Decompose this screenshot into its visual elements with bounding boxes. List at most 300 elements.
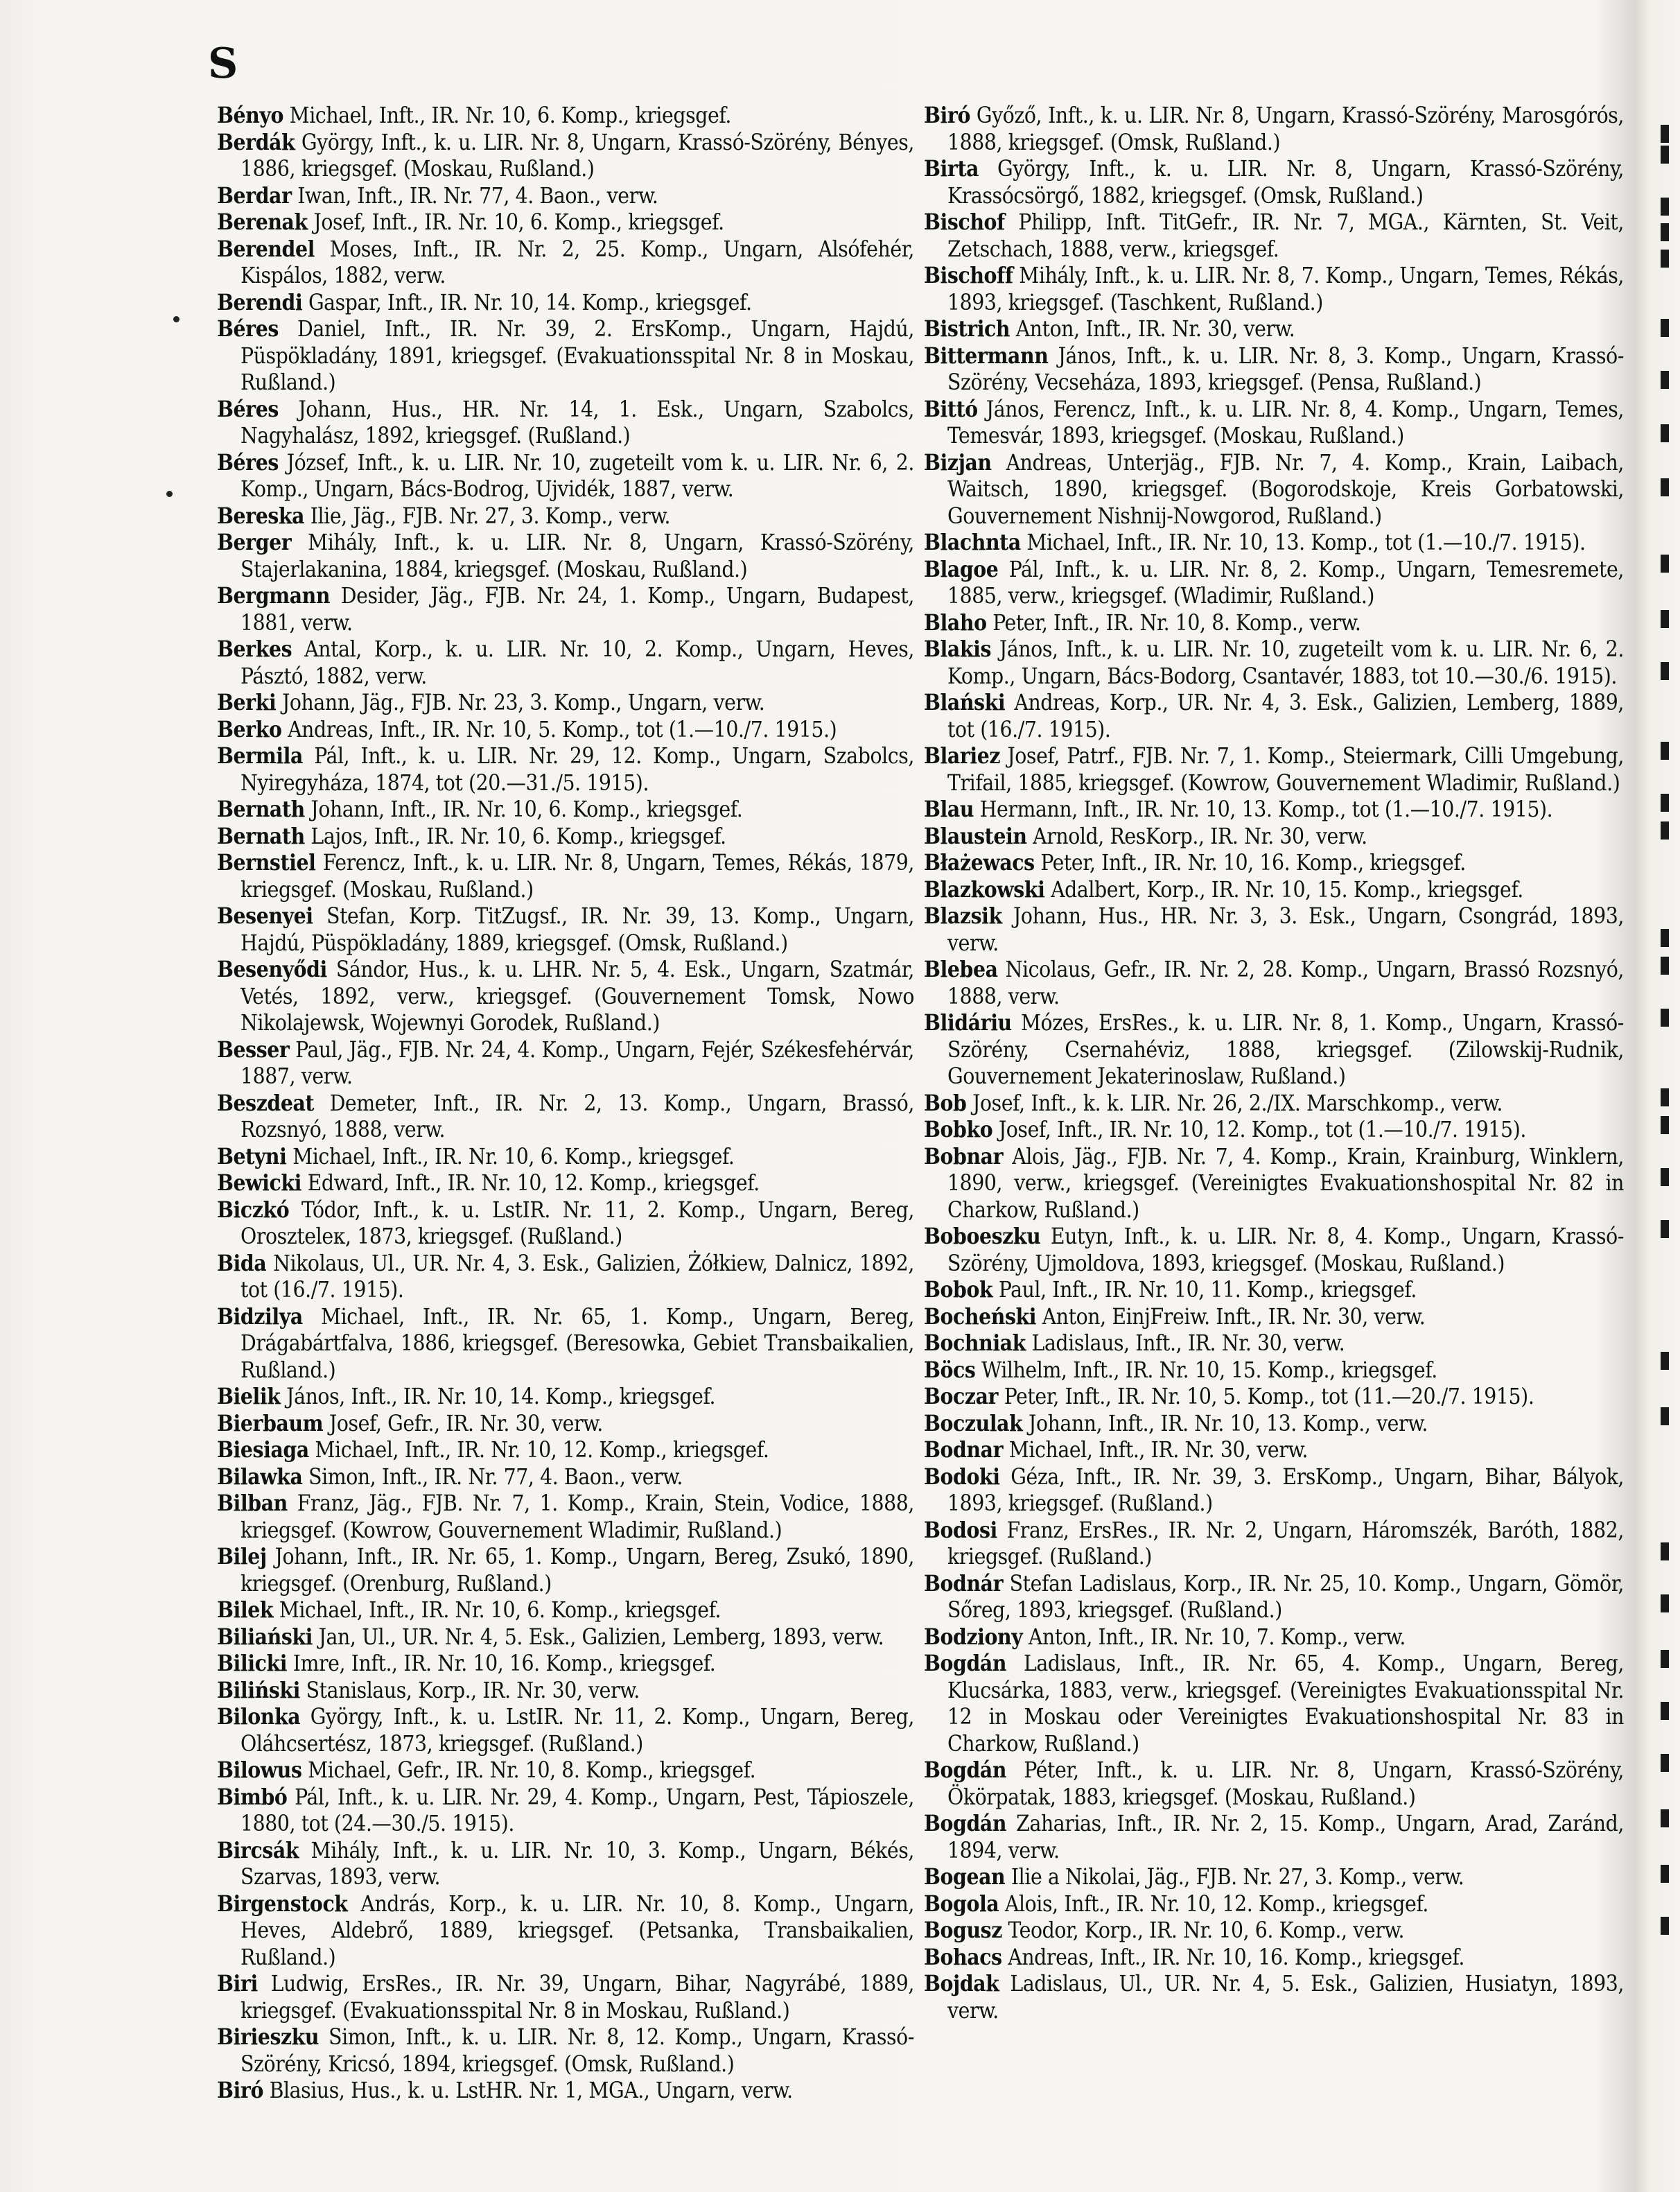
entry-surname: Bochniak (924, 1330, 1026, 1356)
entry-details: Michael, Inft., IR. Nr. 10, 6. Komp., kriegsgef. (289, 103, 731, 128)
entry-surname: Berdák (217, 129, 295, 155)
entry-surname: Bilicki (217, 1651, 288, 1676)
edge-mark (1661, 198, 1669, 216)
edge-mark (1661, 1352, 1669, 1370)
entry-details: Franz, Jäg., FJB. Nr. 7, 1. Komp., Krain, Stein, Vodice, 1888, kriegsgef. (Kowrow, Gouvernement Wladimir, Rußland.) (240, 1491, 914, 1543)
edge-mark (1661, 250, 1669, 268)
register-entry (217, 797, 914, 824)
entry-surname: Besser (217, 1036, 290, 1063)
entry-details: Adalbert, Korp., IR. Nr. 10, 15. Komp., kriegsgef. (1051, 877, 1523, 903)
left-column (217, 103, 914, 2105)
entry-details: Imre, Inft., IR. Nr. 10, 16. Komp., kriegsgef. (292, 1651, 716, 1676)
entry-details: Johann, Hus., HR. Nr. 14, 1. Esk., Ungarn, Szabolcs, Nagyhalász, 1892, kriegsgef. (Rußland.) (240, 397, 914, 449)
register-entry (217, 130, 914, 183)
entry-details: György, Inft., k. u. LIR. Nr. 8, Ungarn, Krassó-Szörény, Bényes, 1886, kriegsgef. (Moskau, Rußland.) (240, 130, 914, 182)
register-entry (217, 1144, 914, 1171)
entry-details: Josef, Gefr., IR. Nr. 30, verw. (329, 1411, 603, 1436)
entry-details: Johann, Hus., HR. Nr. 3, 3. Esk., Ungarn, Csongrád, 1893, verw. (947, 904, 1624, 956)
entry-details: Anton, Inft., IR. Nr. 10, 7. Komp., verw. (1028, 1624, 1406, 1650)
register-entry (924, 850, 1624, 877)
entry-details: Gaspar, Inft., IR. Nr. 10, 14. Komp., kriegsgef. (308, 290, 752, 315)
entry-details: Alois, Inft., IR. Nr. 10, 12. Komp., kriegsgef. (1004, 1891, 1428, 1917)
entry-surname: Birta (924, 156, 979, 182)
edge-mark (1661, 1809, 1669, 1827)
register-entry (217, 1704, 914, 1757)
entry-details: Moses, Inft., IR. Nr. 2, 25. Komp., Ungarn, Alsófehér, Kispálos, 1882, verw. (240, 236, 914, 288)
entry-details: Paul, Jäg., FJB. Nr. 24, 4. Komp., Ungarn, Fejér, Székesfehérvár, 1887, verw. (240, 1037, 914, 1089)
entry-details: Péter, Inft., k. u. LIR. Nr. 8, Ungarn, Krassó-Szörény, Ökörpatak, 1883, kriegsgef. (Moskau, Rußland.) (947, 1758, 1624, 1810)
register-entry (924, 1917, 1624, 1945)
entry-details: János, Inft., k. u. LIR. Nr. 10, zugeteilt vom k. u. LIR. Nr. 6, 2. Komp., Ungarn, Bács-Bodorg, Csantavér, 1883, tot 10.—30./6. 1915). (947, 637, 1624, 689)
entry-surname: Biró (924, 103, 970, 128)
entry-details: Zaharias, Inft., IR. Nr. 2, 15. Komp., Ungarn, Arad, Zaránd, 1894, verw. (947, 1811, 1624, 1863)
entry-details: Andreas, Korp., UR. Nr. 4, 3. Esk., Galizien, Lemberg, 1889, tot (16./7. 1915). (947, 690, 1624, 742)
entry-surname: Biliński (217, 1677, 301, 1703)
register-entry (217, 1490, 914, 1544)
register-entry (924, 397, 1624, 450)
entry-details: Géza, Inft., IR. Nr. 39, 3. ErsKomp., Ungarn, Bihar, Bályok, 1893, kriegsgef. (Rußland.) (947, 1464, 1624, 1516)
entry-surname: Blachnta (924, 530, 1021, 555)
entry-details: Anton, EinjFreiw. Inft., IR. Nr. 30, verw. (1042, 1304, 1426, 1330)
edge-mark (1661, 1754, 1669, 1772)
register-entry (217, 1891, 914, 1972)
entry-details: Simon, Inft., k. u. LIR. Nr. 8, 12. Komp., Ungarn, Krassó-Szörény, Kricsó, 1894, kriegsgef. (Omsk, Rußland.) (240, 2025, 915, 2077)
register-entry (924, 1464, 1624, 1517)
register-entry (924, 1144, 1624, 1224)
entry-surname: Bergmann (217, 583, 331, 609)
register-entry (924, 1277, 1624, 1304)
register-entry (217, 1037, 914, 1090)
entry-surname: Blański (924, 690, 1006, 715)
register-entry (217, 743, 914, 797)
entry-surname: Bodoki (924, 1463, 1000, 1490)
right-column (924, 103, 1624, 2024)
register-entry (217, 316, 914, 397)
entry-details: Eutyn, Inft., k. u. LIR. Nr. 8, 4. Komp., Ungarn, Krassó-Szörény, Ujmoldova, 1893, kriegsgef. (Moskau, Rußland.) (947, 1224, 1624, 1276)
entry-details: Andreas, Inft., IR. Nr. 10, 16. Komp., kriegsgef. (1008, 1945, 1464, 1970)
entry-surname: Bogola (924, 1890, 999, 1917)
entry-surname: Berger (217, 530, 292, 555)
entry-details: Pál, Inft., k. u. LIR. Nr. 8, 2. Komp., Ungarn, Temesremete, 1885, verw., kriegsgef. (Wladimir, Rußland.) (947, 557, 1624, 609)
entry-surname: Berdar (217, 182, 292, 209)
edge-mark (1661, 1116, 1669, 1134)
register-entry (924, 450, 1624, 530)
entry-details: András, Korp., k. u. LIR. Nr. 10, 8. Komp., Ungarn, Heves, Aldebrő, 1889, kriegsgef. (Petsanka, Transbaikalien, Rußland.) (240, 1891, 914, 1970)
register-entry (924, 610, 1624, 637)
entry-details: József, Inft., k. u. LIR. Nr. 10, zugeteilt vom k. u. LIR. Nr. 6, 2. Komp., Ungarn, Bács-Bodrog, Ujvidék, 1887, verw. (240, 450, 914, 502)
entry-surname: Blakis (924, 636, 992, 662)
entry-details: Peter, Inft., IR. Nr. 10, 16. Komp., kriegsgef. (1040, 851, 1466, 876)
entry-surname: Bimbó (217, 1784, 288, 1810)
entry-details: Anton, Inft., IR. Nr. 30, verw. (1015, 317, 1295, 342)
register-entry (924, 1437, 1624, 1464)
register-entry (217, 1784, 914, 1838)
entry-details: Philipp, Inft. TitGefr., IR. Nr. 7, MGA., Kärnten, St. Veit, Zetschach, 1888, verw., kriegsgef. (947, 210, 1624, 262)
register-entry (217, 2024, 914, 2078)
entry-surname: Bischof (924, 209, 1005, 235)
entry-details: Josef, Patrf., FJB. Nr. 7, 1. Komp., Steiermark, Cilli Umgebung, Trifail, 1885, kriegsgef. (Kowrow, Gouvernement Wladimir, Rußland.) (947, 744, 1624, 796)
entry-surname: Bobko (924, 1117, 993, 1142)
entry-details: Andreas, Inft., IR. Nr. 10, 5. Komp., tot (1.—10./7. 1915.) (288, 717, 837, 742)
edge-mark (1661, 1650, 1669, 1668)
register-entry (217, 2078, 914, 2105)
register-entry (924, 957, 1624, 1010)
entry-surname: Bogusz (924, 1917, 1002, 1943)
register-entry (924, 209, 1624, 263)
adjacent-page-edge (1658, 0, 1680, 2192)
entry-surname: Bilonka (217, 1704, 301, 1730)
entry-surname: Bogdán (924, 1651, 1007, 1676)
entry-details: Ferencz, Inft., k. u. LIR. Nr. 8, Ungarn, Temes, Rékás, 1879, kriegsgef. (Moskau, Rußland.) (240, 851, 914, 903)
entry-details: Daniel, Inft., IR. Nr. 39, 2. ErsKomp., Ungarn, Hajdú, Püspökladány, 1891, kriegsgef. (Evakuationsspital Nr. 8 in Moskau, Rußland.) (240, 317, 914, 395)
entry-surname: Bilban (217, 1490, 288, 1516)
entry-surname: Bernath (217, 823, 305, 849)
register-entry (217, 1597, 914, 1624)
entry-surname: Bielik (217, 1384, 281, 1409)
register-entry (924, 156, 1624, 209)
register-entry (924, 797, 1624, 824)
entry-surname: Bizjan (924, 449, 992, 476)
entry-surname: Bogean (924, 1864, 1006, 1890)
entry-surname: Bobnar (924, 1143, 1004, 1169)
entry-details: Michael, Inft., IR. Nr. 10, 6. Komp., kriegsgef. (279, 1598, 721, 1623)
entry-surname: Bodziony (924, 1624, 1023, 1650)
entry-details: János, Ferencz, Inft., k. u. LIR. Nr. 8, 4. Komp., Ungarn, Temes, Temesvár, 1893, kriegsgef. (Moskau, Rußland.) (947, 397, 1624, 449)
entry-details: György, Inft., k. u. LIR. Nr. 8, Ungarn, Krassó-Szörény, Krassócsörgő, 1882, kriegsgef. (Omsk, Rußland.) (947, 157, 1624, 209)
entry-surname: Bocheński (924, 1303, 1037, 1330)
entry-details: Andreas, Unterjäg., FJB. Nr. 7, 4. Komp., Krain, Laibach, Waitsch, 1890, kriegsgef. (Bogorodskoje, Kreis Gorbatowski, Gouvernement Nishnij-Nowgorod, Rußland.) (947, 450, 1624, 529)
edge-mark (1661, 1542, 1669, 1560)
entry-surname: Bittó (924, 396, 978, 422)
register-entry (217, 183, 914, 210)
entry-surname: Bidzilya (217, 1303, 303, 1330)
register-entry (217, 103, 914, 130)
entry-surname: Boczulak (924, 1410, 1023, 1436)
register-entry (924, 824, 1624, 851)
register-entry (217, 1971, 914, 2024)
entry-surname: Berendi (217, 289, 303, 315)
entry-details: Ladislaus, Ul., UR. Nr. 4, 5. Esk., Galizien, Husiatyn, 1893, verw. (947, 1972, 1624, 2024)
register-entry (217, 1251, 914, 1304)
register-entry (217, 1838, 914, 1891)
entry-details: Simon, Inft., IR. Nr. 77, 4. Baon., verw. (308, 1464, 683, 1490)
entry-details: Sándor, Hus., k. u. LHR. Nr. 5, 4. Esk., Ungarn, Szatmár, Vetés, 1892, verw., kriegsgef. (Gouvernement Tomsk, Nowo Nikolajewsk, Wojewnyi Gorodek, Rußland.) (240, 957, 914, 1036)
entry-details: Pál, Inft., k. u. LIR. Nr. 29, 12. Komp., Ungarn, Szabolcs, Nyiregyháza, 1874, tot (20.—31./5. 1915). (240, 744, 914, 796)
entry-details: Michael, Inft., IR. Nr. 30, verw. (1008, 1438, 1309, 1463)
entry-surname: Bewicki (217, 1170, 302, 1196)
entry-surname: Béres (217, 316, 279, 342)
entry-details: Iwan, Inft., IR. Nr. 77, 4. Baon., verw. (297, 183, 658, 209)
register-entry (217, 450, 914, 503)
entry-details: Ladislaus, Inft., IR. Nr. 30, verw. (1031, 1331, 1345, 1356)
edge-mark (1661, 1917, 1669, 1935)
entry-surname: Bilek (217, 1597, 274, 1623)
register-entry (217, 1090, 914, 1144)
edge-mark (1661, 146, 1669, 164)
entry-surname: Bernstiel (217, 850, 316, 876)
register-entry (924, 1811, 1624, 1864)
register-entry (924, 877, 1624, 904)
entry-surname: Boczar (924, 1384, 999, 1409)
entry-details: Johann, Inft., IR. Nr. 65, 1. Komp., Ungarn, Bereg, Zsukó, 1890, kriegsgef. (Orenburg, Rußland.) (240, 1545, 914, 1597)
entry-details: Johann, Jäg., FJB. Nr. 23, 3. Komp., Ungarn, verw. (281, 690, 765, 715)
edge-mark (1661, 125, 1669, 143)
margin-bullet (173, 316, 180, 322)
register-entry (217, 957, 914, 1037)
edge-mark (1661, 957, 1669, 975)
entry-details: Josef, Inft., IR. Nr. 10, 6. Komp., kriegsgef. (313, 210, 724, 235)
margin-bullet (166, 491, 173, 497)
entry-details: Blasius, Hus., k. u. LstHR. Nr. 1, MGA., Ungarn, verw. (269, 2078, 793, 2103)
entry-details: Michael, Inft., IR. Nr. 65, 1. Komp., Ungarn, Bereg, Drágabártfalva, 1886, kriegsgef. (Beresowka, Gebiet Transbaikalien, Rußland.) (240, 1304, 914, 1383)
entry-details: Teodor, Korp., IR. Nr. 10, 6. Komp., verw. (1008, 1918, 1405, 1943)
entry-details: Franz, ErsRes., IR. Nr. 2, Ungarn, Háromszék, Baróth, 1882, kriegsgef. (Rußland.) (947, 1517, 1624, 1569)
entry-surname: Berki (217, 690, 277, 715)
entry-details: Josef, Inft., k. k. LIR. Nr. 26, 2./IX. Marschkomp., verw. (972, 1090, 1503, 1116)
entry-surname: Birgenstock (217, 1890, 348, 1917)
register-entry (924, 1757, 1624, 1811)
entry-surname: Bojdak (924, 1971, 999, 1997)
register-entry (217, 1384, 914, 1411)
register-entry (924, 743, 1624, 797)
entry-surname: Berendel (217, 236, 315, 262)
entry-surname: Berenak (217, 209, 308, 235)
edge-mark (1661, 1865, 1669, 1883)
entry-surname: Berkes (217, 636, 292, 662)
entry-details: Stefan, Korp. TitZugsf., IR. Nr. 39, 13. Komp., Ungarn, Hajdú, Püspökladány, 1889, kriegsgef. (Omsk, Rußland.) (240, 904, 914, 956)
register-entry (924, 316, 1624, 343)
entry-details: Stefan Ladislaus, Korp., IR. Nr. 25, 10. Komp., Ungarn, Gömör, Sőreg, 1893, kriegsgef. (Rußland.) (947, 1571, 1624, 1623)
register-entry (217, 1170, 914, 1197)
entry-surname: Béres (217, 449, 279, 476)
edge-mark (1661, 794, 1669, 812)
register-entry (924, 557, 1624, 610)
entry-surname: Boboeszku (924, 1224, 1041, 1249)
register-entry (217, 824, 914, 851)
register-entry (217, 1651, 914, 1678)
register-entry (924, 1330, 1624, 1357)
entry-details: Edward, Inft., IR. Nr. 10, 12. Komp., kriegsgef. (307, 1171, 760, 1196)
entry-details: Alois, Jäg., FJB. Nr. 7, 4. Komp., Krain, Krainburg, Winklern, 1890, verw., kriegsgef. (Vereinigtes Evakuationshospital Nr. 82 in Charkow, Rußland.) (947, 1144, 1624, 1223)
entry-details: Mihály, Inft., k. u. LIR. Nr. 8, Ungarn, Krassó-Szörény, Stajerlakanina, 1884, kriegsgef. (Moskau, Rußland.) (240, 530, 914, 582)
entry-surname: Blazkowski (924, 876, 1045, 903)
entry-surname: Blagoe (924, 556, 999, 582)
register-entry (924, 1571, 1624, 1624)
register-entry (217, 1304, 914, 1384)
entry-surname: Blidáriu (924, 1010, 1012, 1036)
entry-surname: Biliański (217, 1624, 313, 1650)
edge-mark (1661, 662, 1669, 680)
edge-mark (1661, 1594, 1669, 1612)
register-entry (217, 690, 914, 717)
register-entry (217, 850, 914, 903)
edge-mark (1661, 1088, 1669, 1106)
entry-details: Mihály, Inft., k. u. LIR. Nr. 8, 7. Komp., Ungarn, Temes, Rékás, 1893, kriegsgef. (Taschkent, Rußland.) (947, 263, 1624, 315)
entry-details: Hermann, Inft., IR. Nr. 10, 13. Komp., tot (1.—10./7. 1915). (979, 797, 1553, 822)
entry-details: Tódor, Inft., k. u. LstIR. Nr. 11, 2. Komp., Ungarn, Bereg, Oroszteleк, 1873, kriegsgef. (Rußland.) (240, 1197, 914, 1249)
entry-surname: Bilej (217, 1544, 267, 1569)
entry-details: János, Inft., IR. Nr. 10, 14. Komp., kriegsgef. (286, 1384, 716, 1409)
register-entry (217, 397, 914, 450)
entry-surname: Bernath (217, 797, 305, 822)
edge-mark (1661, 1220, 1669, 1238)
edge-mark (1661, 319, 1669, 337)
entry-surname: Błażewacs (924, 850, 1035, 876)
entry-details: Michael, Inft., IR. Nr. 10, 13. Komp., tot (1.—10./7. 1915). (1026, 530, 1586, 555)
entry-surname: Bereska (217, 503, 305, 529)
register-entry (217, 1757, 914, 1784)
entry-surname: Biri (217, 1971, 258, 1997)
edge-mark (1661, 929, 1669, 947)
register-entry (217, 290, 914, 317)
register-entry (924, 1411, 1624, 1438)
entry-surname: Bircsák (217, 1837, 299, 1863)
register-entry (217, 717, 914, 744)
edge-mark (1661, 742, 1669, 760)
register-entry (924, 1090, 1624, 1117)
entry-surname: Biesiaga (217, 1437, 309, 1463)
edge-mark (1661, 1407, 1669, 1425)
register-entry (924, 1891, 1624, 1918)
entry-surname: Bida (217, 1250, 267, 1276)
entry-surname: Bistrich (924, 316, 1010, 342)
entry-surname: Blaustein (924, 823, 1027, 849)
edge-mark (1661, 1168, 1669, 1186)
entry-details: Paul, Inft., IR. Nr. 10, 11. Komp., kriegsgef. (998, 1278, 1417, 1303)
register-entry (217, 1464, 914, 1491)
entry-details: Pál, Inft., k. u. LIR. Nr. 29, 4. Komp., Ungarn, Pest, Tápioszele, 1880, tot (24.—30./5. 1915). (240, 1784, 914, 1836)
entry-details: Ladislaus, Inft., IR. Nr. 65, 4. Komp., Ungarn, Bereg, Klucsárka, 1883, verw., kriegsgef. (Vereinigtes Evakuationsspital Nr. 12 in Moskau oder Vereinigtes Evakuationshospital Nr. 83 in Charkow, Rußland.) (947, 1651, 1624, 1757)
entry-details: Wilhelm, Inft., IR. Nr. 10, 15. Komp., kriegsgef. (981, 1357, 1437, 1383)
entry-surname: Béres (217, 396, 279, 422)
register-entry (924, 103, 1624, 156)
entry-details: Johann, Inft., IR. Nr. 10, 6. Komp., kriegsgef. (310, 797, 743, 822)
register-entry (217, 1197, 914, 1251)
page-letter: S (208, 40, 238, 88)
register-entry (924, 1651, 1624, 1757)
register-entry (217, 1678, 914, 1705)
entry-surname: Bodosi (924, 1517, 997, 1543)
register-entry (217, 1411, 914, 1438)
entry-surname: Bogdán (924, 1757, 1007, 1783)
register-entry (217, 236, 914, 290)
entry-surname: Biró (217, 2078, 263, 2103)
register-entry (924, 530, 1624, 557)
entry-surname: Bilowus (217, 1757, 302, 1783)
register-entry (924, 1624, 1624, 1651)
edge-mark (1661, 555, 1669, 573)
entry-details: Antal, Korp., k. u. LIR. Nr. 10, 2. Komp., Ungarn, Heves, Pásztó, 1882, verw. (240, 637, 914, 689)
register-entry (217, 1437, 914, 1464)
edge-mark (1661, 1702, 1669, 1720)
entry-surname: Beszdeat (217, 1090, 315, 1116)
entry-surname: Blaho (924, 609, 987, 636)
entry-surname: Bittermann (924, 342, 1049, 369)
entry-details: Peter, Inft., IR. Nr. 10, 8. Komp., verw. (992, 610, 1361, 636)
entry-surname: Böcs (924, 1357, 976, 1383)
entry-details: György, Inft., k. u. LstIR. Nr. 11, 2. Komp., Ungarn, Bereg, Oláhcsertész, 1873, kriegsgef. (Rußland.) (240, 1705, 914, 1757)
edge-mark (1661, 478, 1669, 496)
register-entry (217, 503, 914, 530)
register-entry (924, 690, 1624, 743)
register-entry (924, 903, 1624, 957)
entry-details: Mihály, Inft., k. u. LIR. Nr. 10, 3. Komp., Ungarn, Békés, Szarvas, 1893, verw. (240, 1838, 914, 1890)
entry-surname: Bodnar (924, 1437, 1004, 1463)
entry-surname: Blazsik (924, 903, 1002, 929)
entry-surname: Birieszku (217, 2024, 320, 2050)
edge-mark (1661, 821, 1669, 840)
entry-details: Michael, Gefr., IR. Nr. 10, 8. Komp., kriegsgef. (308, 1758, 756, 1783)
entry-surname: Betyni (217, 1143, 287, 1169)
entry-surname: Bényo (217, 103, 283, 128)
entry-surname: Bohacs (924, 1944, 1002, 1970)
register-entry (924, 1357, 1624, 1384)
edge-mark (1661, 424, 1669, 442)
register-entry (217, 903, 914, 957)
entry-surname: Berko (217, 716, 282, 742)
register-entry (924, 1117, 1624, 1144)
entry-details: Nicolaus, Gefr., IR. Nr. 2, 28. Komp., Ungarn, Brassó Rozsnyó, 1888, verw. (947, 957, 1624, 1009)
register-entry (924, 263, 1624, 316)
entry-surname: Blau (924, 797, 974, 822)
register-entry (217, 530, 914, 583)
entry-surname: Bodnár (924, 1570, 1004, 1597)
entry-details: Ilie, Jäg., FJB. Nr. 27, 3. Komp., verw. (310, 503, 671, 529)
entry-surname: Bischoff (924, 263, 1013, 288)
entry-surname: Blariez (924, 743, 1001, 769)
entry-details: Stanislaus, Korp., IR. Nr. 30, verw. (306, 1678, 640, 1703)
register-entry (924, 1304, 1624, 1331)
register-entry (217, 1624, 914, 1651)
entry-details: Mózes, ErsRes., k. u. LIR. Nr. 8, 1. Komp., Ungarn, Krassó-Szörény, Csernahéviz, 1888, kriegsgef. (Zilowskij-Rudnik, Gouvernement Jekaterinoslaw, Rußland.) (947, 1011, 1624, 1089)
entry-details: Michael, Inft., IR. Nr. 10, 6. Komp., kriegsgef. (292, 1144, 735, 1169)
entry-details: János, Inft., k. u. LIR. Nr. 8, 3. Komp., Ungarn, Krassó-Szörény, Vecseháza, 1893, kriegsgef. (Pensa, Rußland.) (947, 343, 1624, 395)
register-entry (924, 1945, 1624, 1972)
register-entry (924, 1384, 1624, 1411)
register-entry (924, 1224, 1624, 1277)
entry-surname: Bilawka (217, 1463, 303, 1490)
register-entry (217, 583, 914, 636)
register-entry (924, 636, 1624, 690)
entry-details: Ilie a Nikolai, Jäg., FJB. Nr. 27, 3. Komp., verw. (1010, 1865, 1464, 1890)
entry-details: Michael, Inft., IR. Nr. 10, 12. Komp., kriegsgef. (315, 1438, 769, 1463)
entry-details: Johann, Inft., IR. Nr. 10, 13. Komp., verw. (1029, 1411, 1428, 1436)
entry-surname: Bermila (217, 743, 303, 769)
entry-details: Peter, Inft., IR. Nr. 10, 5. Komp., tot (11.—20./7. 1915). (1004, 1384, 1534, 1409)
entry-details: Lajos, Inft., IR. Nr. 10, 6. Komp., kriegsgef. (310, 824, 726, 849)
entry-details: Josef, Inft., IR. Nr. 10, 12. Komp., tot (1.—10./7. 1915). (998, 1117, 1526, 1142)
register-entry (217, 1544, 914, 1597)
register-entry (924, 1971, 1624, 2024)
entry-details: Nikolaus, Ul., UR. Nr. 4, 3. Esk., Galizien, Żółkiew, Dalnicz, 1892, tot (16./7. 1915). (240, 1251, 914, 1303)
register-entry (924, 1517, 1624, 1571)
register-entry (217, 636, 914, 690)
entry-surname: Besenyődi (217, 957, 327, 982)
entry-details: Desider, Jäg., FJB. Nr. 24, 1. Komp., Ungarn, Budapest, 1881, verw. (240, 584, 914, 636)
entry-surname: Blebea (924, 957, 998, 982)
entry-surname: Biczkó (217, 1197, 290, 1223)
entry-surname: Bob (924, 1090, 967, 1116)
entry-details: Demeter, Inft., IR. Nr. 2, 13. Komp., Ungarn, Brassó, Rozsnyó, 1888, verw. (240, 1090, 914, 1142)
entry-surname: Besenyei (217, 903, 313, 929)
entry-details: Ludwig, ErsRes., IR. Nr. 39, Ungarn, Bihar, Nagyrábé, 1889, kriegsgef. (Evakuationsspital Nr. 8 in Moskau, Rußland.) (240, 1972, 914, 2024)
register-entry (924, 343, 1624, 397)
entry-surname: Bogdán (924, 1811, 1007, 1836)
register-entry (924, 1864, 1624, 1891)
register-entry (217, 209, 914, 236)
edge-mark (1661, 223, 1669, 241)
edge-mark (1661, 1009, 1669, 1027)
